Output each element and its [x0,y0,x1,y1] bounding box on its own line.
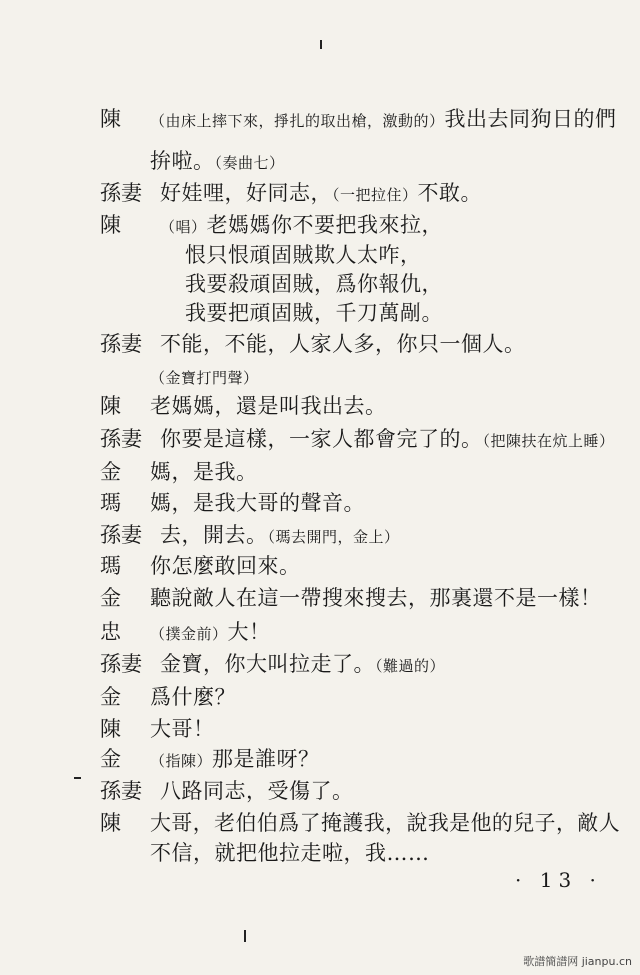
dialogue-line [185,300,443,326]
speaker-name: 忠 [100,620,121,644]
dialogue-line [150,148,285,176]
dialogue-line [160,180,482,208]
page-number: · 13 · [515,868,602,892]
dialogue-line [150,746,320,774]
dialogue-line [150,585,602,611]
line-text: 好娃哩，好同志， [160,181,332,205]
speaker-name: 瑪 [100,491,121,515]
speaker-name: 陳 [100,213,121,237]
stage-direction: （由床上摔下來，掙扎的取出槍，激動的） [150,112,445,130]
speaker-name: 金 [100,586,121,610]
dialogue-line [160,331,526,357]
speaker-name: 陳 [100,811,121,835]
line-text: 去，開去。 [160,523,268,547]
dialogue-line [150,393,387,419]
speaker-name: 金 [100,747,121,771]
stage-direction: （難過的） [375,657,446,675]
line-text: 老媽媽你不要把我來拉， [206,213,444,237]
line-text: 媽，是我。 [150,460,258,484]
speaker-name: 金 [100,685,121,709]
stage-direction: （一把拉住） [332,186,418,204]
line-text: 那是誰呀？ [212,747,320,771]
scan-mark-top [320,40,322,49]
line-text: 媽，是我大哥的聲音。 [150,491,365,515]
stage-direction: （把陳扶在炕上睡） [482,432,615,450]
dialogue-line [185,242,422,268]
dialogue-line [160,212,443,240]
speaker-name: 金 [100,460,121,484]
stage-direction: （瑪去開門，金上） [267,528,400,546]
dialogue-line [150,363,259,391]
line-text: 不敢。 [417,181,483,205]
speaker-name: 孫妻 [100,779,142,803]
line-text: 拚啦。 [150,149,215,173]
line-text: 聽說敵人在這一帶搜來搜去，那裏還不是一樣！ [150,586,602,610]
line-text: 大哥，老伯伯爲了掩護我，說我是他的兒子，敵人 [150,811,621,835]
speaker-name: 孫妻 [100,523,142,547]
line-text: 大哥！ [150,717,215,741]
stage-direction: （撲金前） [150,625,228,643]
speaker-name: 孫妻 [100,427,142,451]
dialogue-line [150,459,258,485]
line-text: 不能，不能，人家人多，你只一個人。 [160,332,526,356]
dialogue-line [150,810,620,836]
dialogue-line [185,271,443,297]
dialogue-line [150,490,365,516]
line-text: 我要把頑固賊，千刀萬剮。 [185,301,443,325]
speaker-name: 孫妻 [100,181,142,205]
scan-mark-bottom [244,930,246,942]
speaker-name: 孫妻 [100,652,142,676]
dialogue-line [150,619,271,647]
dialogue-line [150,106,617,134]
dialogue-line [160,426,615,454]
line-text: 你怎麼敢回來。 [150,554,301,578]
dialogue-line [150,716,215,742]
dialogue-line [160,651,445,679]
line-text: 大！ [227,620,271,644]
dialogue-line [160,522,400,550]
line-text: 八路同志，受傷了。 [160,779,354,803]
line-text: 我出去同狗日的們 [444,107,617,131]
speaker-name: 陳 [100,107,121,131]
stage-direction: （奏曲七） [214,154,285,172]
dialogue-line [160,778,354,804]
speaker-name: 陳 [100,394,121,418]
stage-direction: （唱） [160,218,207,236]
line-text: 爲什麼？ [150,685,236,709]
line-text: 我要殺頑固賊，爲你報仇， [185,272,443,296]
line-text: 恨只恨頑固賊欺人太咋， [185,243,422,267]
line-text: 老媽媽，還是叫我出去。 [150,394,387,418]
line-text: 金寶，你大叫拉走了。 [160,652,375,676]
speaker-name: 孫妻 [100,332,142,356]
stage-direction: （金寶打門聲） [150,369,259,387]
dialogue-line [150,684,236,710]
scan-mark-left [74,777,81,779]
stage-direction: （指陳） [150,752,213,770]
watermark: 歌譜簡譜网 jianpu.cn [523,955,632,968]
line-text: 你要是這樣，一家人都會完了的。 [160,427,483,451]
line-text: 不信，就把他拉走啦，我…… [150,841,430,865]
speaker-name: 瑪 [100,554,121,578]
dialogue-line [150,840,430,866]
dialogue-line [150,553,301,579]
speaker-name: 陳 [100,717,121,741]
